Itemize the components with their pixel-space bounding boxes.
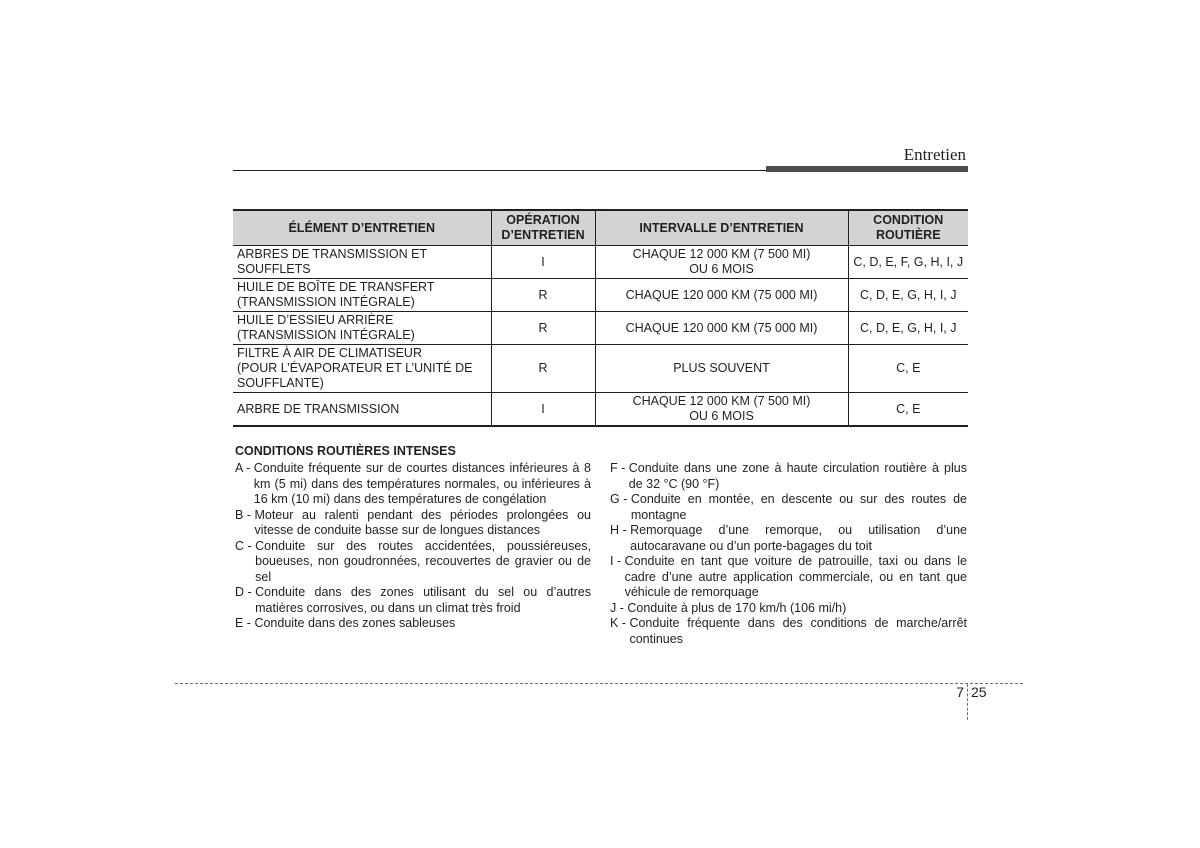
item-line: HUILE D’ESSIEU ARRIÈRE	[237, 313, 394, 327]
condition-key: F -	[610, 461, 629, 475]
condition-item-i	[610, 554, 967, 601]
conditions-list-left	[235, 461, 591, 632]
condition-text: Conduite fréquente sur de courtes distances inférieures à 8 km (5 mi) dans des températures normales, ou inférieures à 16 km (10 mi) dans des températures de congélation	[253, 461, 591, 506]
condition-key: J -	[610, 600, 628, 615]
item-line: (TRANSMISSION INTÉGRALE)	[237, 295, 415, 309]
condition-item-k	[610, 616, 967, 647]
cell-operation: I	[491, 246, 595, 279]
item-line: SOUFFLANTE)	[237, 376, 324, 390]
table-row	[233, 279, 968, 312]
condition-text: Conduite fréquente dans des conditions de marche/arrêt continues	[629, 616, 967, 646]
conditions-title: CONDITIONS ROUTIÈRES INTENSES	[235, 444, 456, 458]
condition-item-b	[235, 508, 591, 539]
page-number: 25	[971, 684, 987, 700]
condition-item-c	[235, 539, 591, 586]
cell-item	[233, 345, 491, 393]
condition-item-d	[235, 585, 591, 616]
condition-key: D -	[235, 585, 256, 599]
interval-line: OU 6 MOIS	[689, 262, 754, 276]
conditions-list-right	[610, 461, 967, 647]
cell-condition: C, E	[848, 345, 968, 393]
cell-interval	[595, 246, 848, 279]
cell-item	[233, 279, 491, 312]
condition-text: Remorquage d’une remorque, ou utilisation d’une autocaravane ou d’un porte-bagages du toit	[630, 523, 967, 553]
condition-key: B -	[235, 507, 255, 522]
condition-item-e	[235, 616, 591, 632]
condition-item-g	[610, 492, 967, 523]
table-row	[233, 246, 968, 279]
condition-item-h	[610, 523, 967, 554]
item-line: (POUR L’ÉVAPORATEUR ET L’UNITÉ DE	[237, 361, 473, 375]
cell-condition: C, D, E, G, H, I, J	[848, 279, 968, 312]
condition-text: Conduite en montée, en descente ou sur des routes de montagne	[630, 492, 967, 522]
condition-item-a	[235, 461, 591, 508]
condition-key: C -	[235, 538, 256, 553]
condition-text: Conduite en tant que voiture de patrouille, taxi ou dans le cadre d’une autre application commerciale, ou en tant que véhicule de remorquage	[624, 554, 967, 599]
header-item	[233, 210, 491, 246]
interval-line: CHAQUE 12 000 KM (7 500 MI)	[632, 394, 811, 408]
item-line: ARBRES DE TRANSMISSION ET	[237, 247, 428, 261]
cell-item	[233, 312, 491, 345]
cell-interval: PLUS SOUVENT	[595, 345, 848, 393]
header-condition-line2: ROUTIÈRE	[875, 228, 941, 242]
condition-text: Conduite sur des routes accidentées, poussiéreuses, boueuses, non goudronnées, recouvertes de gravier ou de sel	[255, 538, 591, 584]
condition-key: I -	[610, 554, 625, 568]
maintenance-table	[233, 209, 968, 427]
cell-interval	[595, 393, 848, 427]
interval-line: OU 6 MOIS	[689, 409, 754, 423]
header-interval	[595, 210, 848, 246]
condition-item-f	[610, 461, 967, 492]
page-number-divider	[967, 684, 968, 720]
condition-text: Conduite à plus de 170 km/h (106 mi/h)	[627, 600, 847, 615]
item-line: SOUFFLETS	[237, 262, 311, 276]
cell-item	[233, 246, 491, 279]
item-line: FILTRE À AIR DE CLIMATISEUR	[237, 346, 422, 360]
condition-text: Conduite dans une zone à haute circulation routière à plus de 32 °C (90 °F)	[628, 461, 967, 491]
item-line: HUILE DE BOÎTE DE TRANSFERT	[237, 280, 435, 294]
cell-operation: I	[491, 393, 595, 427]
table-row	[233, 312, 968, 345]
condition-text: Moteur au ralenti pendant des périodes prolongées ou vitesse de conduite basse sur de longues distances	[254, 507, 591, 537]
condition-text: Conduite dans des zones utilisant du sel ou d’autres matières corrosives, ou dans un climat très froid	[255, 585, 591, 615]
cell-operation: R	[491, 345, 595, 393]
table-header-row	[233, 210, 968, 246]
header-condition	[848, 210, 968, 246]
condition-item-j	[610, 601, 967, 617]
condition-key: E -	[235, 616, 255, 630]
header-rule-thick	[766, 166, 968, 172]
condition-key: K -	[610, 616, 630, 630]
cell-interval: CHAQUE 120 000 KM (75 000 MI)	[595, 312, 848, 345]
header-operation	[491, 210, 595, 246]
header-interval-label: INTERVALLE D’ENTRETIEN	[639, 220, 804, 235]
condition-key: G -	[610, 492, 631, 506]
cell-operation: R	[491, 279, 595, 312]
condition-key: H -	[610, 523, 631, 537]
condition-key: A -	[235, 461, 254, 475]
header-operation-line1: OPÉRATION	[506, 213, 580, 227]
header-item-label: ÉLÉMENT D’ENTRETIEN	[288, 220, 436, 235]
interval-line: CHAQUE 12 000 KM (7 500 MI)	[632, 247, 811, 261]
section-title: Entretien	[903, 145, 966, 164]
footer-dashed-rule	[175, 683, 1023, 684]
cell-condition: C, D, E, F, G, H, I, J	[848, 246, 968, 279]
cell-item: ARBRE DE TRANSMISSION	[233, 393, 491, 427]
item-line: (TRANSMISSION INTÉGRALE)	[237, 328, 415, 342]
cell-interval: CHAQUE 120 000 KM (75 000 MI)	[595, 279, 848, 312]
cell-operation: R	[491, 312, 595, 345]
table-row	[233, 393, 968, 427]
cell-condition: C, D, E, G, H, I, J	[848, 312, 968, 345]
chapter-number: 7	[956, 684, 964, 700]
header-rule-thin	[233, 170, 767, 171]
condition-text: Conduite dans des zones sableuses	[254, 616, 456, 630]
header-operation-line2: D’ENTRETIEN	[501, 228, 585, 242]
header-condition-line1: CONDITION	[873, 213, 944, 227]
cell-condition: C, E	[848, 393, 968, 427]
table-row	[233, 345, 968, 393]
